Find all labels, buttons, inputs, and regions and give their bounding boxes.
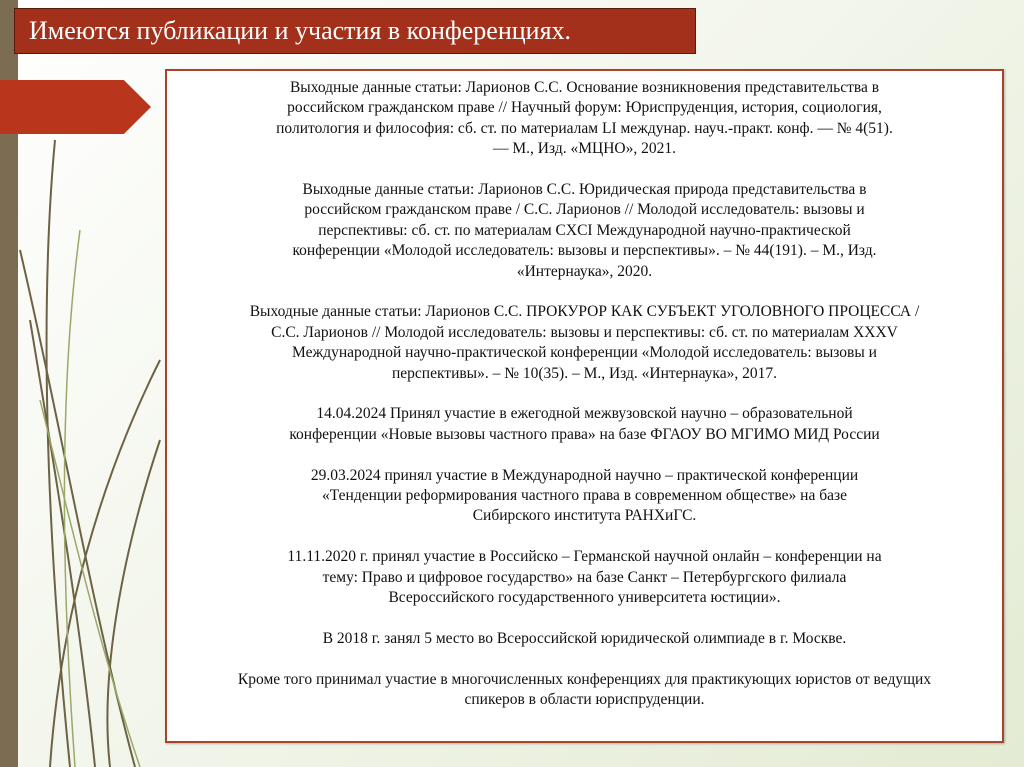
text-line: политология и философия: сб. ст. по материалам LI междунар. науч.-практ. конф. — № 4(51).: [276, 119, 893, 137]
text-line: Выходные данные статьи: Ларионов С.С. Основание возникновения представительства в: [289, 79, 880, 96]
text-line: Выходные данные статьи: Ларионов С.С. Юридическая природа представительства в: [302, 181, 867, 199]
text-line: Всероссийского государственного университета юстиции».: [388, 589, 781, 607]
text-line: российском гражданском праве / С.С. Ларионов // Молодой исследователь: вызовы и: [304, 201, 865, 219]
text-line: Кроме того принимал участие в многочисленных конференциях для практикующих юристов от ведущих: [237, 670, 932, 688]
text-line: перспективы: сб. ст. по материалам CXCI Международной научно-практической: [318, 221, 851, 239]
paragraph: [167, 302, 1002, 384]
publications-text: [167, 78, 1002, 731]
paragraph: [167, 466, 1002, 527]
text-line: 11.11.2020 г. принял участие в Российско – Германской научной онлайн – конференции на: [287, 548, 882, 566]
text-line: «Тенденции реформирования частного права в современном обществе» на базе: [322, 487, 847, 505]
paragraph: [167, 629, 1002, 649]
text-line: спикеров в области юриспруденции.: [464, 691, 705, 709]
paragraph: [167, 180, 1002, 282]
paragraph: [167, 78, 1002, 160]
paragraph: [167, 404, 1002, 445]
text-line: С.С. Ларионов // Молодой исследователь: вызовы и перспективы: сб. ст. по материалам XXXV: [271, 323, 898, 341]
arrow-decoration: [0, 80, 151, 134]
text-line: конференции «Молодой исследователь: вызовы и перспективы». – № 44(191). – М., Изд.: [292, 242, 877, 260]
text-line: российском гражданском праве // Научный форум: Юриспруденция, история, социология,: [287, 99, 882, 117]
content-box: [165, 69, 1004, 743]
text-line: «Интернаука», 2020.: [516, 262, 653, 280]
text-line: тему: Право и цифровое государство» на базе Санкт – Петербургского филиала: [322, 568, 847, 586]
text-line: В 2018 г. занял 5 место во Всероссийской юридической олимпиаде в г. Москве.: [322, 629, 847, 647]
text-line: перспективы». – № 10(35). – М., Изд. «Интернаука», 2017.: [391, 364, 777, 382]
text-line: — М., Изд. «МЦНО», 2021.: [493, 140, 676, 158]
text-line: 14.04.2024 Принял участие в ежегодной межвузовской научно – образовательной: [316, 405, 853, 423]
paragraph: [167, 547, 1002, 608]
paragraph: [167, 670, 1002, 711]
text-line: конференции «Новые вызовы частного права» на базе ФГАОУ ВО МГИМО МИД России: [289, 425, 880, 443]
text-line: Международной научно-практической конференции «Молодой исследователь: вызовы и: [292, 344, 877, 362]
text-line: Сибирского института РАНХиГС.: [472, 507, 697, 525]
slide-title: Имеются публикации и участия в конференциях.: [14, 8, 696, 54]
text-line: 29.03.2024 принял участие в Международной научно – практической конференции: [310, 466, 859, 484]
text-line: Выходные данные статьи: Ларионов С.С. ПРОКУРОР КАК СУБЪЕКТ УГОЛОВНОГО ПРОЦЕССА /: [249, 303, 920, 321]
